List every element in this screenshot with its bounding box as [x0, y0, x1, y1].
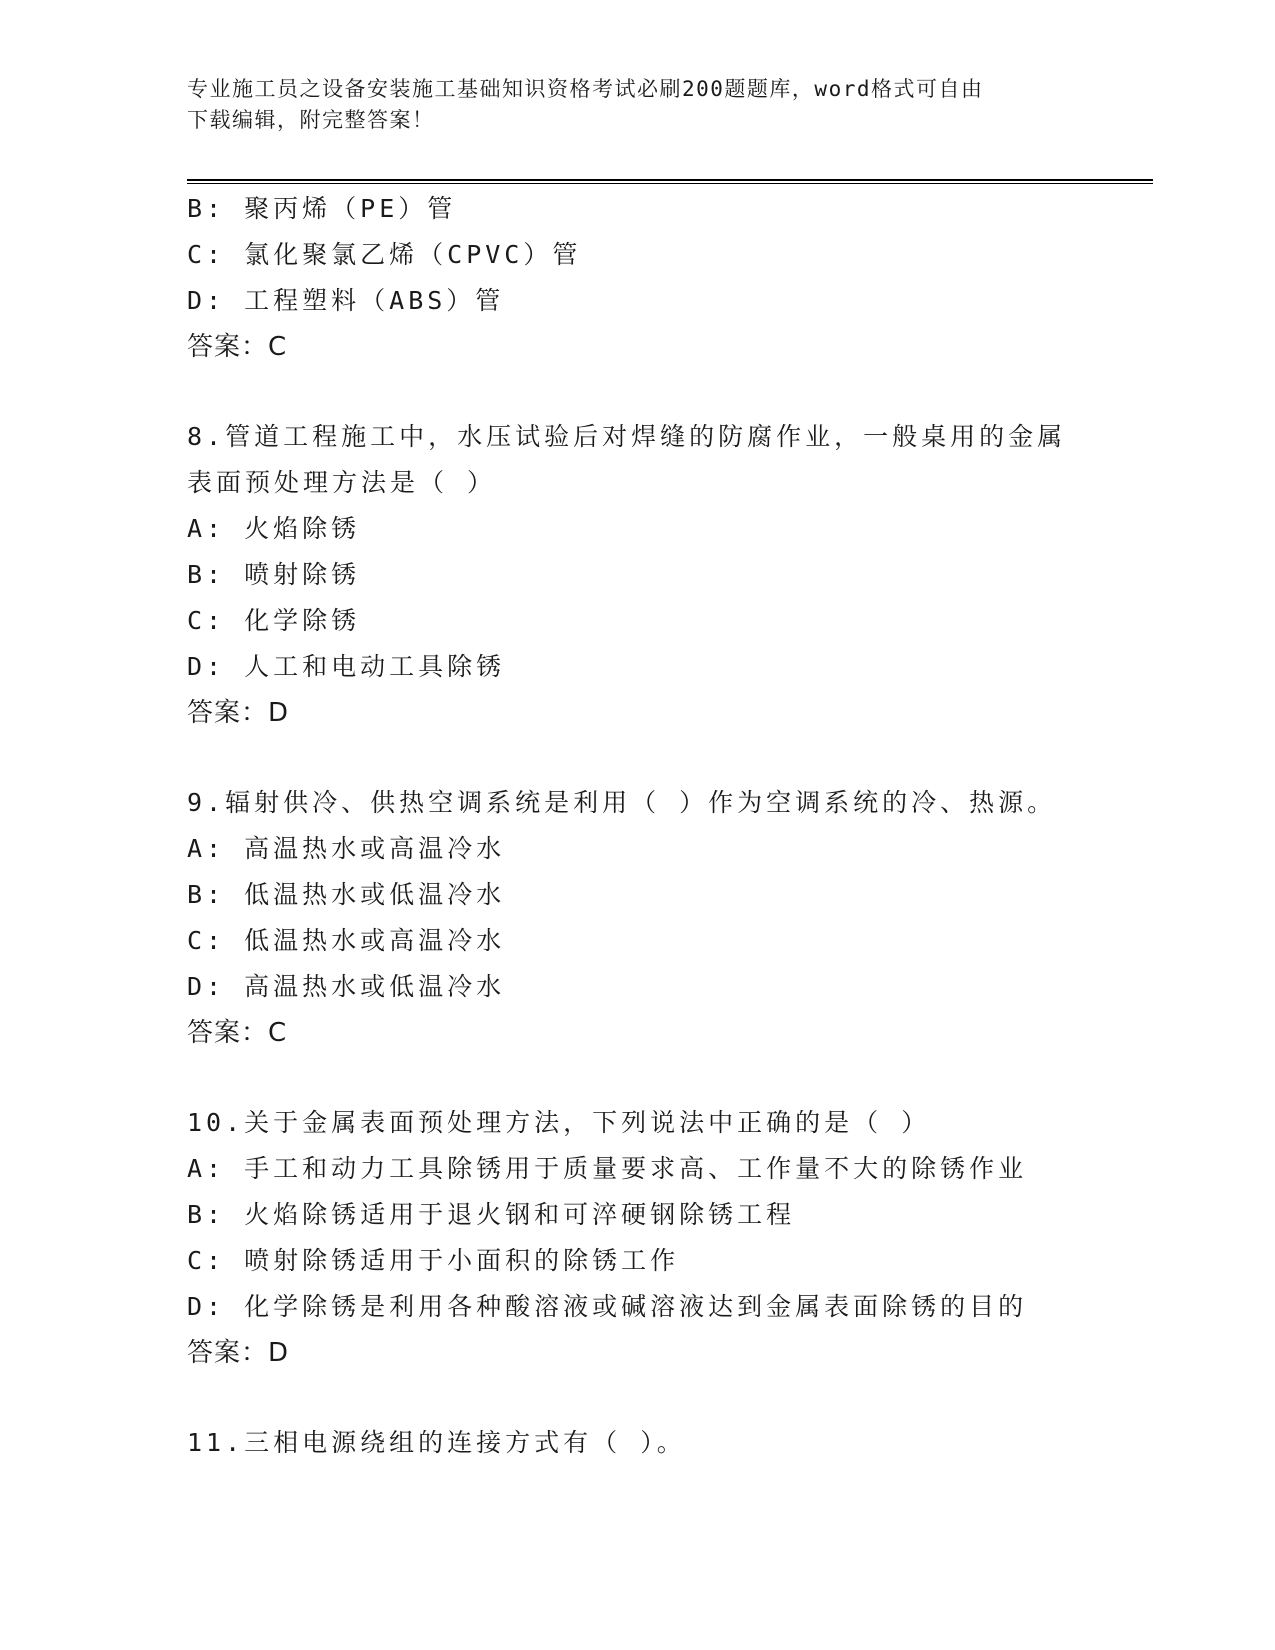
- option-c: C: 低温热水或高温冷水: [187, 926, 506, 955]
- option-b: B: 低温热水或低温冷水: [187, 880, 506, 909]
- option-d: D: 高温热水或低温冷水: [187, 972, 506, 1001]
- option-c: C: 喷射除锈适用于小面积的除锈工作: [187, 1246, 680, 1275]
- question-stem-line: 8.管道工程施工中，水压试验后对焊缝的防腐作业，一般桌用的金属: [187, 422, 1067, 451]
- option-a: A: 高温热水或高温冷水: [187, 834, 506, 863]
- option-b: B: 火焰除锈适用于退火钢和可淬硬钢除锈工程: [187, 1200, 796, 1229]
- answer-line: 答案：D: [187, 1338, 290, 1368]
- question-stem-line: 9.辐射供冷、供热空调系统是利用（ ）作为空调系统的冷、热源。: [187, 788, 1057, 817]
- question-11: [187, 1420, 1157, 1466]
- option-c: C: 氯化聚氯乙烯（CPVC）管: [187, 240, 582, 269]
- option-d: D: 工程塑料（ABS）管: [187, 286, 505, 315]
- option-b: B: 聚丙烯（PE）管: [187, 194, 457, 223]
- spacer: [187, 1376, 1157, 1420]
- question-stem-line: 表面预处理方法是（ ）: [187, 468, 497, 497]
- spacer: [187, 1056, 1157, 1100]
- question-stem-line: 10.关于金属表面预处理方法，下列说法中正确的是（ ）: [187, 1108, 931, 1137]
- question-10: [187, 1100, 1157, 1376]
- answer-line: 答案：C: [187, 1018, 288, 1048]
- question-7-continued: [187, 186, 1157, 370]
- option-a: A: 火焰除锈: [187, 514, 361, 543]
- answer-line: 答案：D: [187, 698, 290, 728]
- option-d: D: 人工和电动工具除锈: [187, 652, 506, 681]
- question-9: [187, 780, 1157, 1056]
- header-line-2: 下载编辑，附完整答案！: [187, 108, 435, 132]
- option-a: A: 手工和动力工具除锈用于质量要求高、工作量不大的除锈作业: [187, 1154, 1028, 1183]
- question-8: [187, 414, 1157, 736]
- question-list: [187, 186, 1157, 1466]
- option-c: C: 化学除锈: [187, 606, 361, 635]
- question-stem-line: 11.三相电源绕组的连接方式有（ ）。: [187, 1428, 686, 1457]
- spacer: [187, 370, 1157, 414]
- answer-line: 答案：C: [187, 332, 288, 362]
- header-divider-thin: [187, 183, 1153, 184]
- option-d: D: 化学除锈是利用各种酸溶液或碱溶液达到金属表面除锈的目的: [187, 1292, 1028, 1321]
- header-line-1: 专业施工员之设备安装施工基础知识资格考试必刷200题题库，word格式可自由: [187, 77, 984, 101]
- header-divider-thick: [187, 179, 1153, 181]
- option-b: B: 喷射除锈: [187, 560, 361, 589]
- spacer: [187, 736, 1157, 780]
- document-header: [187, 74, 1067, 136]
